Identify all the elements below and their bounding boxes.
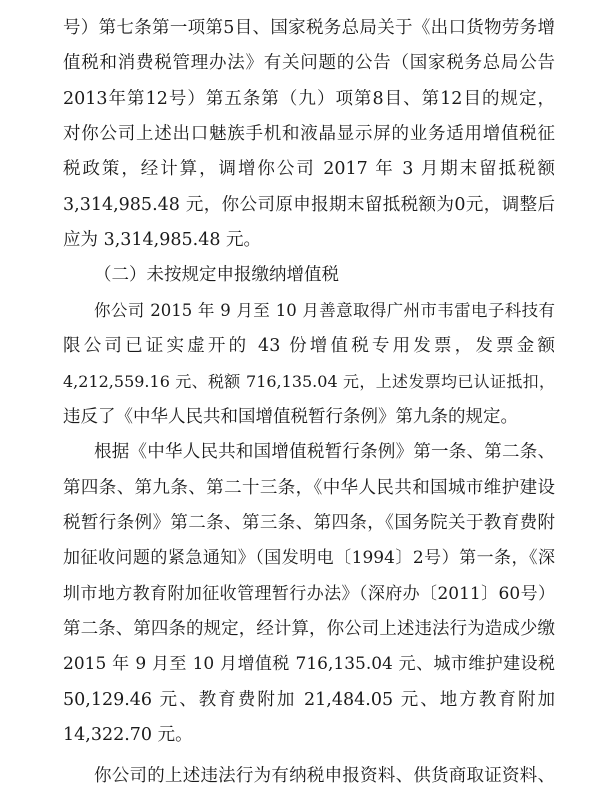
text-line: 2015 年 9 月至 10 月增值税 716,135.04 元、城市维护建设税 [63,654,555,674]
text-line: 税暂行条例》第二条、第三条、第四条，《国务院关于教育费附 [63,513,555,533]
text-line: 号）第七条第一项第5目、国家税务总局关于《出口货物劳务增 [63,18,555,38]
text-line: 根据《中华人民共和国增值税暂行条例》第一条、第二条、 [94,442,555,462]
text-line: 圳市地方教育附加征收管理暂行办法》（深府办〔2011〕60号） [63,584,555,604]
text-line: 加征收问题的紧急通知》（国发明电〔1994〕2号）第一条，《深 [63,548,555,568]
text-line: 你公司 2015 年 9 月至 10 月善意取得广州市韦雷电子科技有 [94,301,555,320]
text-line: 2013年第12号）第五条第（九）项第8目、第12目的规定， [63,89,555,109]
text-line: 4,212,559.16 元、税额 716,135.04 元，上述发票均已认证抵扣， [63,372,555,391]
text-line: 你公司的上述违法行为有纳税申报资料、供货商取证资料、 [94,766,555,786]
text-line: 违反了《中华人民共和国增值税暂行条例》第九条的规定。 [63,407,518,427]
text-line: 50,129.46 元、教育费附加 21,484.05 元、地方教育附加 [63,690,555,710]
section-heading: （二）未按规定申报缴纳增值税 [94,265,339,285]
text-line: 应为 3,314,985.48 元。 [63,230,262,250]
text-line: 3,314,985.48 元，你公司原申报期末留抵税额为0元，调整后 [63,195,555,215]
text-line: 限公司已证实虚开的 43 份增值税专用发票，发票金额 [63,336,555,356]
text-line: 税政策，经计算，调增你公司 2017 年 3 月期末留抵税额 [63,159,555,179]
text-line: 14,322.70 元。 [63,725,193,745]
text-line: 第二条、第四条的规定，经计算，你公司上述违法行为造成少缴 [63,619,555,639]
text-line: 对你公司上述出口魅族手机和液晶显示屏的业务适用增值税征 [63,124,555,144]
text-line: 值税和消费税管理办法》有关问题的公告（国家税务总局公告 [63,53,555,73]
text-line: 第四条、第九条、第二十三条，《中华人民共和国城市维护建设 [63,478,555,498]
